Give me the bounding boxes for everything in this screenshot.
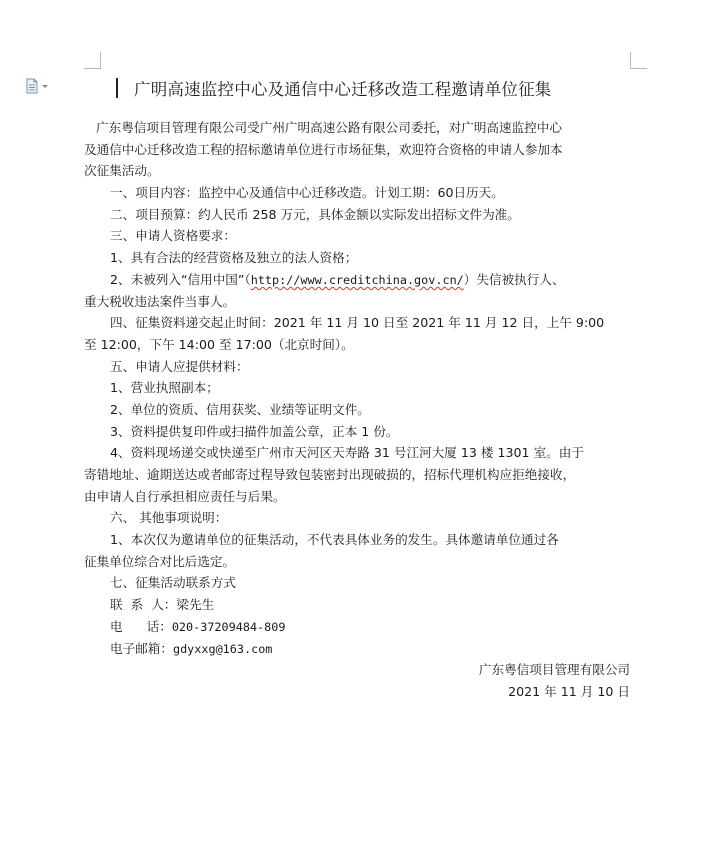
other-notes-item-1-continued: 征集单位综合对比后选定。 <box>84 553 236 569</box>
creditchina-link[interactable]: http://www.creditchina.gov.cn/ <box>250 272 464 287</box>
section-qualification-heading: 三、申请人资格要求： <box>110 228 236 244</box>
section-project-budget: 二、项目预算：约人民币 258 万元，具体金额以实际发出招标文件为准。 <box>110 206 520 222</box>
signature-date: 2021 年 11 月 10 日 <box>508 683 630 699</box>
materials-item-1: 1、营业执照副本； <box>110 380 219 396</box>
qualification-item-1: 1、具有合法的经营资格及独立的法人资格； <box>110 250 358 266</box>
intro-line-1: 广东粤信项目管理有限公司受广州广明高速公路有限公司委托，对广明高速监控中心 <box>96 120 562 135</box>
materials-item-2: 2、单位的资质、信用获奖、业绩等证明文件。 <box>110 401 370 417</box>
qualification-item-2-continued: 重大税收违法案件当事人。 <box>84 293 236 309</box>
heading-block <box>116 76 552 100</box>
title-marker <box>116 78 118 98</box>
contact-phone-value: 020-37209484-809 <box>171 619 286 634</box>
qualification-item-2-suffix: ）失信被执行人、 <box>463 271 565 287</box>
contact-person-row <box>84 594 632 616</box>
section-materials-heading: 五、申请人应提供材料： <box>110 358 249 374</box>
materials-item-4: 4、资料现场递交或快递至广州市天河区天寿路 31 号江河大厦 13 楼 1301 室。由于 <box>110 445 584 461</box>
section-project-content: 一、项目内容：监控中心及通信中心迁移改造。计划工期：60日历天。 <box>110 185 504 201</box>
contact-email-row <box>84 638 632 660</box>
section-other-notes-heading: 六、 其他事项说明： <box>110 510 228 526</box>
qualification-item-2 <box>84 269 632 291</box>
contact-person-label: 联 系 人： <box>110 597 177 613</box>
section-submission-time-continued: 至 12:00，下午 14:00 至 17:00（北京时间）。 <box>84 336 354 352</box>
document-outline-icon[interactable] <box>25 78 51 94</box>
qualification-item-2-prefix: 2、未被列入“信用中国”（ <box>110 271 251 287</box>
contact-email-label: 电子邮箱： <box>110 640 173 656</box>
contact-person-value: 梁先生 <box>176 597 215 613</box>
page-corner-mark-left <box>84 52 101 69</box>
materials-item-3: 3、资料提供复印件或扫描件加盖公章，正本 1 份。 <box>110 423 399 439</box>
contact-email-value[interactable]: gdyxxg@163.com <box>172 641 273 656</box>
materials-item-4-line-2: 寄错地址、逾期送达或者邮寄过程导致包装密封出现破损的，招标代理机构应拒绝接收， <box>84 467 576 482</box>
document-title: 广明高速监控中心及通信中心迁移改造工程邀请单位征集 <box>134 80 552 99</box>
section-submission-time: 四、征集资料递交起止时间：2021 年 11 月 10 日至 2021 年 11 月 12 日，上午 9:00 <box>110 315 605 331</box>
intro-line-3: 次征集活动。 <box>84 163 160 179</box>
section-contact-heading: 七、征集活动联系方式 <box>110 575 236 591</box>
materials-item-4-line-3: 由申请人自行承担相应责任与后果。 <box>84 488 286 504</box>
intro-line-2: 及通信中心迁移改造工程的招标邀请单位进行市场征集，欢迎符合资格的申请人参加本 <box>84 141 563 157</box>
contact-phone-label: 电 话： <box>110 618 172 634</box>
other-notes-item-1: 1、本次仅为邀请单位的征集活动，不代表具体业务的发生。具体邀请单位通过各 <box>110 532 559 548</box>
signature-organization: 广东粤信项目管理有限公司 <box>478 662 630 678</box>
page-corner-mark-right <box>630 52 647 69</box>
document-body <box>84 117 632 703</box>
contact-phone-row <box>84 616 632 638</box>
